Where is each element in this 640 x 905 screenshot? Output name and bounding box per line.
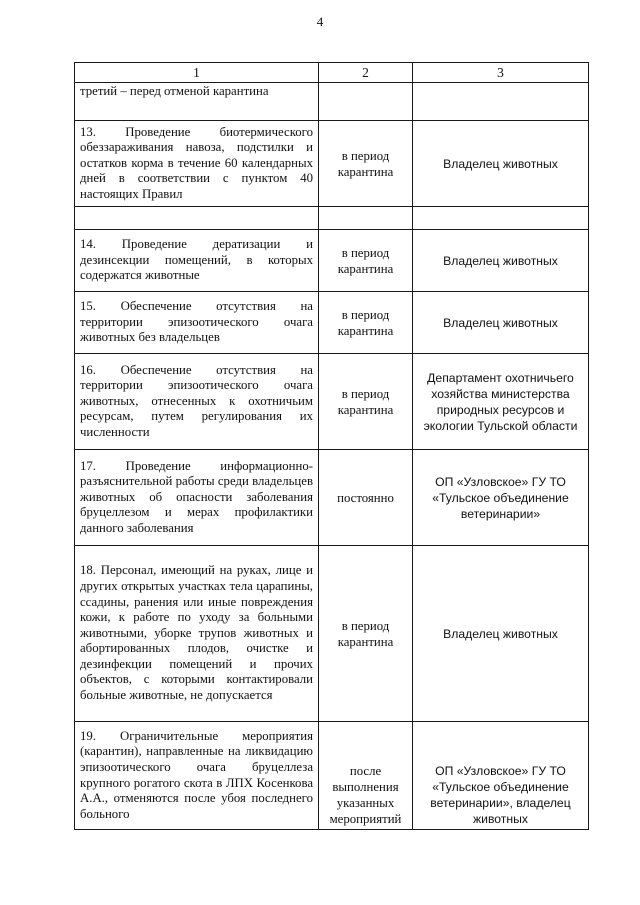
row-19-responsible-text: ОП «Узловское» ГУ ТО «Тульское объединение ветеринарии», владелец животных <box>430 764 571 826</box>
row-13-measure <box>75 121 319 207</box>
row-17-measure-text: 17. Проведение информационно-разъяснительной работы среди владельцев животных об опасности заболевания бруцеллезом и мерах профилактики данного заболевания <box>80 458 313 535</box>
header-col-3: 3 <box>413 63 589 83</box>
row-15-responsible <box>413 292 589 354</box>
continuation-cell-1 <box>75 83 319 121</box>
row-14-measure-text: 14. Проведение дератизации и дезинсекции помещений, в которых содержатся животные <box>80 237 313 283</box>
row-13-period-text: в период карантина <box>337 148 394 179</box>
table-header-row <box>75 63 589 83</box>
table-row-16 <box>75 354 589 450</box>
continuation-text: третий – перед отменой карантина <box>80 84 269 98</box>
row-14-period <box>319 230 413 292</box>
row-17-responsible <box>413 450 589 546</box>
page-number: 4 <box>316 14 324 29</box>
row-13-measure-text: 13. Проведение биотермического обеззараживания навоза, подстилки и остатков корма в течение 60 календарных дней в соответствии с пунктом 40 настоящих Правил <box>80 124 313 201</box>
row-15-responsible-text: Владелец животных <box>443 315 558 330</box>
row-19-period-text: после выполнения указанных мероприятий <box>329 764 402 826</box>
table-row-18 <box>75 546 589 722</box>
row-16-responsible-text: Департамент охотничьего хозяйства министерства природных ресурсов и экологии Тульской области <box>423 370 578 433</box>
row-19-period <box>319 722 413 830</box>
table-row-continuation <box>75 83 589 121</box>
measures-table <box>74 62 589 830</box>
continuation-cell-2 <box>319 83 413 121</box>
row-13-responsible-text: Владелец животных <box>443 156 558 171</box>
header-col-2: 2 <box>319 63 413 83</box>
row-17-period <box>319 450 413 546</box>
row-16-measure <box>75 354 319 450</box>
row-14-responsible-text: Владелец животных <box>443 253 558 268</box>
row-19-measure <box>75 722 319 830</box>
row-13-period <box>319 121 413 207</box>
row-15-period-text: в период карантина <box>337 307 394 338</box>
row-15-period <box>319 292 413 354</box>
row-19-measure-text: 19. Ограничительные мероприятия (карантин), направленные на ликвидацию эпизоотического очага бруцеллеза крупного рогатого скота в ЛПХ Косенкова А.А., отменяются после убоя последнего больного <box>80 728 313 821</box>
row-18-responsible-text: Владелец животных <box>443 626 558 641</box>
table-row-13 <box>75 121 589 207</box>
row-13-responsible <box>413 121 589 207</box>
row-15-measure-text: 15. Обеспечение отсутствия на территории эпизоотического очага животных без владельцев <box>80 299 313 345</box>
row-17-measure <box>75 450 319 546</box>
row-18-measure <box>75 546 319 722</box>
row-16-period-text: в период карантина <box>337 386 394 417</box>
row-14-measure <box>75 230 319 292</box>
row-17-responsible-text: ОП «Узловское» ГУ ТО «Тульское объединение ветеринарии» <box>432 474 569 521</box>
table-row-17 <box>75 450 589 546</box>
table-gap-row <box>75 207 589 230</box>
row-18-period-text: в период карантина <box>337 618 394 649</box>
row-16-responsible <box>413 354 589 450</box>
row-17-period-text: постоянно <box>337 490 394 505</box>
continuation-cell-3 <box>413 83 589 121</box>
table-row-15 <box>75 292 589 354</box>
table-row-19 <box>75 722 589 830</box>
row-14-responsible <box>413 230 589 292</box>
row-16-period <box>319 354 413 450</box>
row-18-measure-text: 18. Персонал, имеющий на руках, лице и других открытых участках тела царапины, ссадины, ранения или иные повреждения кожи, к работе по уходу за больными животными, уборке трупов животных и абортированных плодов, очистке и дезинфекции помещений и прочих объектов, с которыми контактировали больные животные, не допускается <box>80 563 313 703</box>
row-15-measure <box>75 292 319 354</box>
row-18-period <box>319 546 413 722</box>
row-19-responsible <box>413 722 589 830</box>
table-row-14 <box>75 230 589 292</box>
row-18-responsible <box>413 546 589 722</box>
row-16-measure-text: 16. Обеспечение отсутствия на территории эпизоотического очага животных, отнесенных к охотничьим ресурсам, путем регулирования их численности <box>80 362 313 439</box>
header-col-1: 1 <box>75 63 319 83</box>
row-14-period-text: в период карантина <box>337 245 394 276</box>
